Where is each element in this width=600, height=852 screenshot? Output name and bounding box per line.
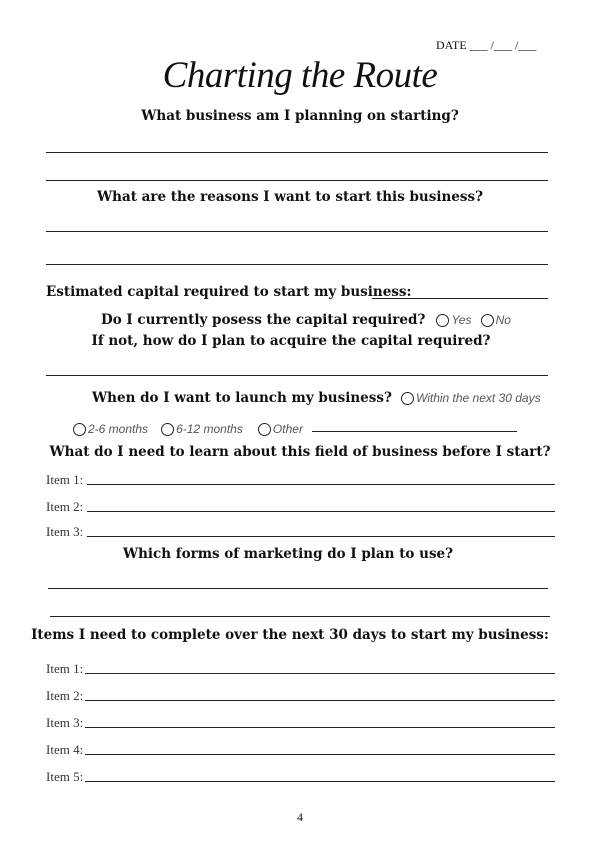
todo-item-4-label: Item 4: xyxy=(46,742,84,757)
option-2-6-months-label: 2-6 months xyxy=(88,422,149,436)
radio-circle-icon[interactable] xyxy=(73,423,86,436)
date-field[interactable] xyxy=(436,38,536,53)
option-other-label: Other xyxy=(272,422,303,436)
question-business-type: What business am I planning on starting? xyxy=(141,108,459,124)
capital-possession-row xyxy=(101,309,511,328)
option-30-days[interactable] xyxy=(401,391,541,405)
answer-line-business-1[interactable] xyxy=(46,152,548,153)
answer-line-marketing-1[interactable] xyxy=(48,588,548,589)
radio-circle-icon[interactable] xyxy=(436,314,449,327)
answer-line-business-2[interactable] xyxy=(46,180,548,181)
todo-item-2-line[interactable] xyxy=(85,700,555,701)
learn-item-2-line[interactable] xyxy=(87,511,555,512)
answer-line-capital-acquire[interactable] xyxy=(46,375,548,376)
learn-item-2-label: Item 2: xyxy=(46,499,84,514)
learn-item-3-label: Item 3: xyxy=(46,524,84,539)
todo-item-5-line[interactable] xyxy=(85,781,555,782)
question-marketing: Which forms of marketing do I plan to use? xyxy=(122,546,454,562)
date-blanks[interactable]: ___ /___ /___ xyxy=(469,38,537,52)
option-no-label: No xyxy=(495,313,511,327)
date-label: DATE xyxy=(436,38,467,52)
radio-circle-icon[interactable] xyxy=(401,392,414,405)
answer-line-marketing-2[interactable] xyxy=(50,616,550,617)
question-learn: What do I need to learn about this field of business before I start? xyxy=(49,444,551,460)
option-yes[interactable] xyxy=(436,313,471,327)
question-30-day-items: Items I need to complete over the next 30 days to start my business: xyxy=(31,627,549,643)
launch-options-row xyxy=(73,418,303,437)
todo-item-1-label: Item 1: xyxy=(46,661,84,676)
question-reasons: What are the reasons I want to start this business? xyxy=(96,189,483,205)
todo-item-4-line[interactable] xyxy=(85,754,555,755)
option-30-days-label: Within the next 30 days xyxy=(415,391,541,405)
option-no[interactable] xyxy=(481,313,511,327)
launch-row xyxy=(92,387,541,406)
answer-line-reasons-1[interactable] xyxy=(46,231,548,232)
learn-item-1-line[interactable] xyxy=(87,484,555,485)
option-yes-label: Yes xyxy=(451,313,472,327)
option-6-12-months-label: 6-12 months xyxy=(176,422,243,436)
todo-item-3-line[interactable] xyxy=(85,727,555,728)
option-2-6-months[interactable] xyxy=(73,422,148,436)
radio-circle-icon[interactable] xyxy=(258,423,271,436)
radio-circle-icon[interactable] xyxy=(481,314,494,327)
radio-circle-icon[interactable] xyxy=(161,423,174,436)
answer-line-capital-estimate[interactable] xyxy=(372,298,548,299)
option-6-12-months[interactable] xyxy=(161,422,243,436)
answer-line-reasons-2[interactable] xyxy=(46,264,548,265)
learn-item-3-line[interactable] xyxy=(87,536,555,537)
page-title: Charting the Route xyxy=(162,55,438,96)
todo-item-1-line[interactable] xyxy=(85,673,555,674)
question-launch: When do I want to launch my business? xyxy=(92,390,392,406)
todo-item-5-label: Item 5: xyxy=(46,769,84,784)
todo-item-3-label: Item 3: xyxy=(46,715,84,730)
option-other[interactable] xyxy=(258,422,303,436)
question-capital-estimate: Estimated capital required to start my business: xyxy=(46,284,412,300)
todo-item-2-label: Item 2: xyxy=(46,688,84,703)
answer-line-other[interactable] xyxy=(312,431,517,432)
learn-item-1-label: Item 1: xyxy=(46,472,84,487)
page-number: 4 xyxy=(297,810,303,824)
question-capital-possession: Do I currently posess the capital required? xyxy=(101,312,426,328)
question-capital-acquire: If not, how do I plan to acquire the capital required? xyxy=(91,333,491,349)
